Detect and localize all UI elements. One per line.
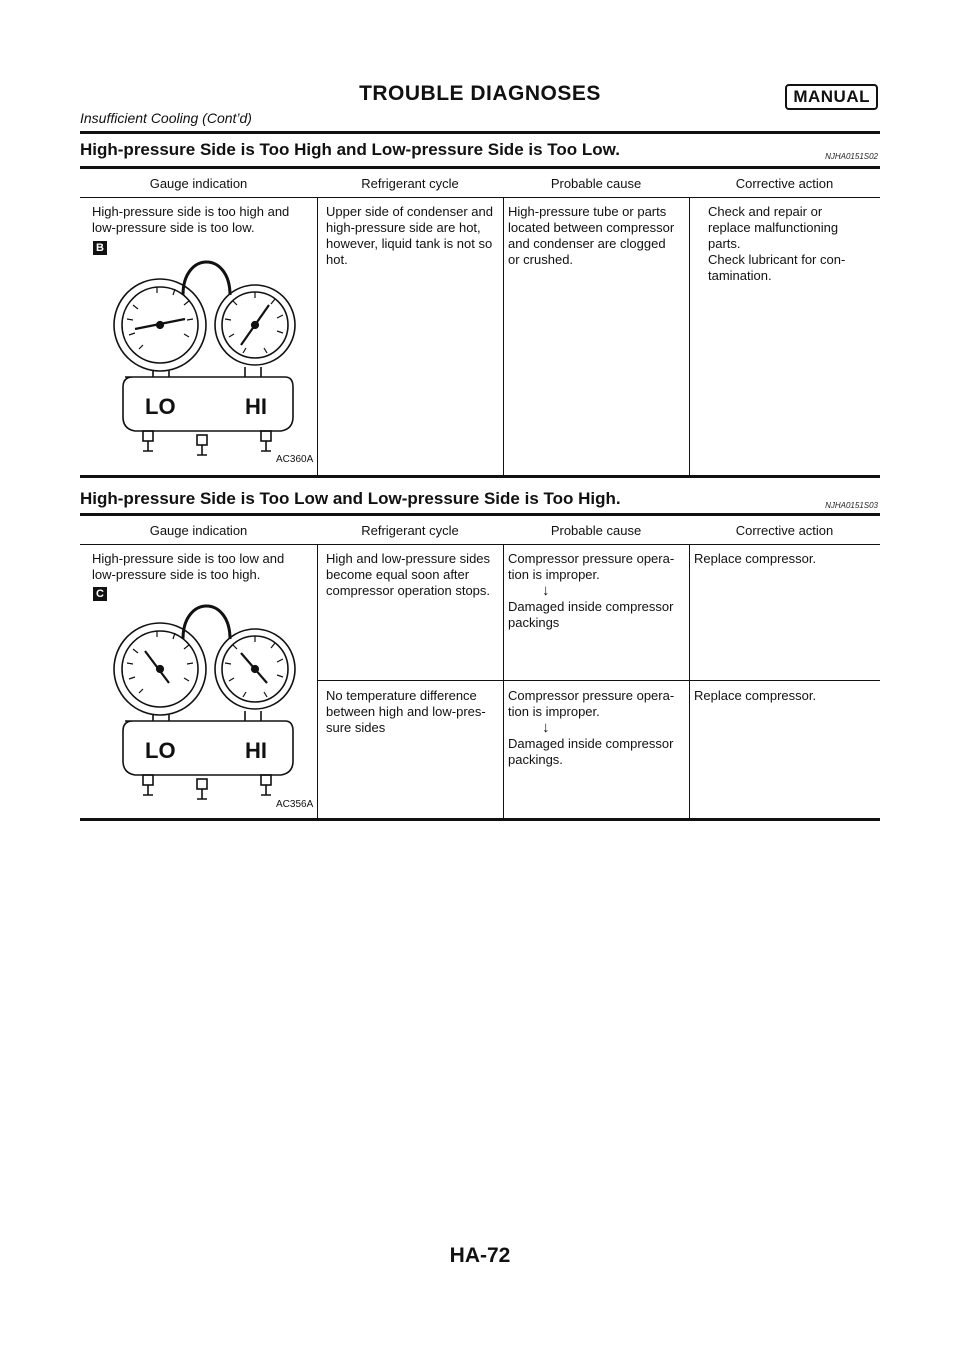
down-arrow-icon: ↓ — [542, 582, 550, 599]
refrigerant-cycle-text — [326, 551, 504, 599]
section-code: NJHA0151S02 — [825, 152, 878, 161]
section-high-low-low-high — [80, 489, 880, 829]
text-line: No temperature difference — [326, 688, 477, 703]
col-header-cause: Probable cause — [550, 523, 642, 538]
refrigerant-cycle-text — [326, 204, 504, 268]
corrective-action-text: Replace compressor. — [694, 688, 817, 703]
table-top-rule — [80, 166, 880, 169]
text-line: between high and low-pres- — [326, 704, 486, 719]
text-line: hot. — [326, 252, 348, 267]
col-divider — [317, 545, 318, 819]
down-arrow-icon: ↓ — [542, 719, 550, 736]
gauge-indication-text — [92, 551, 314, 583]
text-line: Damaged inside compressor — [508, 599, 674, 614]
text-line: High-pressure side is too low and — [92, 551, 285, 566]
text-line: packings — [508, 615, 560, 630]
section-title: High-pressure Side is Too Low and Low-pressure Side is Too High. — [80, 489, 621, 508]
header-rule — [80, 131, 880, 134]
probable-cause-text — [508, 551, 688, 631]
section-high-high-low-low — [80, 140, 880, 480]
figure-label: AC356A — [276, 799, 314, 810]
text-line: sure sides — [326, 720, 386, 735]
page-title: TROUBLE DIAGNOSES — [359, 82, 601, 105]
text-line: tion is improper. — [508, 567, 600, 582]
text-line: tion is improper. — [508, 704, 600, 719]
text-line: low-pressure side is too high. — [92, 567, 261, 582]
text-line: Check lubricant for con- — [708, 252, 846, 267]
gauge-set-figure — [105, 257, 300, 462]
table-bottom-rule — [80, 818, 880, 821]
manual-badge: MANUAL — [785, 84, 878, 110]
corrective-action-text — [708, 204, 878, 284]
text-line: high-pressure side are hot, — [326, 220, 481, 235]
text-line: compressor operation stops. — [326, 583, 491, 598]
col-header-cause: Probable cause — [550, 176, 642, 191]
text-line: become equal soon after — [326, 567, 470, 582]
manual-letter-icon: C — [93, 587, 107, 601]
col-divider — [689, 545, 690, 819]
text-line: Upper side of condenser and — [326, 204, 493, 219]
page-subtitle: Insufficient Cooling (Cont’d) — [80, 110, 252, 126]
text-line: High-pressure tube or parts — [508, 204, 667, 219]
col-divider — [689, 198, 690, 475]
figure-label: AC360A — [276, 454, 314, 465]
probable-cause-text — [508, 688, 688, 768]
text-line: or crushed. — [508, 252, 574, 267]
col-header-refrigerant: Refrigerant cycle — [361, 523, 459, 538]
corrective-action-text: Replace compressor. — [694, 551, 817, 566]
col-header-refrigerant: Refrigerant cycle — [361, 176, 459, 191]
col-header-action: Corrective action — [735, 523, 834, 538]
col-header-gauge: Gauge indication — [149, 523, 248, 538]
probable-cause-text — [508, 204, 688, 268]
gauge-set-figure — [105, 601, 300, 806]
text-line: Damaged inside compressor — [508, 736, 674, 751]
col-header-action: Corrective action — [735, 176, 834, 191]
text-line: High and low-pressure sides — [326, 551, 491, 566]
text-line: Check and repair or — [708, 204, 823, 219]
table-top-rule — [80, 513, 880, 516]
table-bottom-rule — [80, 475, 880, 478]
text-line: packings. — [508, 752, 563, 767]
text-line: Compressor pressure opera- — [508, 551, 675, 566]
text-line: low-pressure side is too low. — [92, 220, 255, 235]
section-title: High-pressure Side is Too High and Low-pressure Side is Too Low. — [80, 140, 620, 159]
page-number: HA-72 — [449, 1244, 511, 1267]
col-header-gauge: Gauge indication — [149, 176, 248, 191]
text-line: Compressor pressure opera- — [508, 688, 675, 703]
lo-label: LO — [145, 738, 176, 763]
gauge-indication-text — [92, 204, 314, 236]
text-line: tamination. — [708, 268, 772, 283]
lo-label: LO — [145, 394, 176, 419]
text-line: located between compressor — [508, 220, 675, 235]
section-code: NJHA0151S03 — [825, 501, 878, 510]
refrigerant-cycle-text — [326, 688, 504, 736]
hi-label: HI — [245, 394, 267, 419]
header-rule-thin — [80, 544, 880, 545]
text-line: High-pressure side is too high and — [92, 204, 290, 219]
text-line: parts. — [708, 236, 741, 251]
row-divider — [317, 680, 880, 681]
header-rule-thin — [80, 197, 880, 198]
hi-label: HI — [245, 738, 267, 763]
col-divider — [317, 198, 318, 475]
text-line: however, liquid tank is not so — [326, 236, 493, 251]
text-line: replace malfunctioning — [708, 220, 839, 235]
text-line: and condenser are clogged — [508, 236, 666, 251]
manual-letter-icon: B — [93, 241, 107, 255]
